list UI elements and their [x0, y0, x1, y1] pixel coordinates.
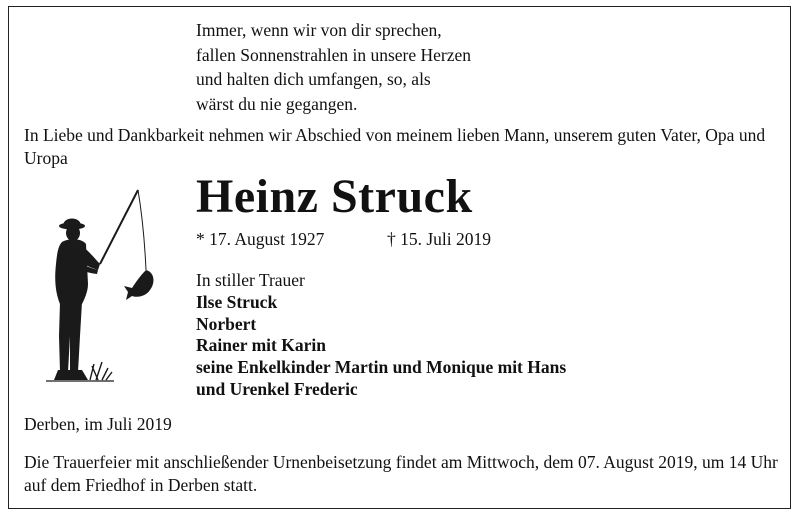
deceased-name: Heinz Struck	[196, 170, 473, 223]
poem	[196, 18, 471, 116]
mourners-list	[196, 270, 566, 401]
mourners-heading: In stiller Trauer	[196, 270, 305, 290]
poem-line: fallen Sonnenstrahlen in unsere Herzen	[196, 44, 472, 65]
mourner-name: und Urenkel Frederic	[196, 378, 358, 399]
mourner-name: seine Enkelkinder Martin und Monique mit Hans	[196, 357, 567, 378]
fisherman-silhouette-icon	[42, 186, 172, 386]
ceremony-info: Die Trauerfeier mit anschließender Urnenbeisetzung findet am Mittwoch, dem 07. August 2019, um 14 Uhr auf dem Friedhof in Derben statt.	[24, 452, 778, 495]
mourner-name: Ilse Struck	[196, 291, 278, 312]
intro-text: In Liebe und Dankbarkeit nehmen wir Abschied von meinem lieben Mann, unserem guten Vater, Opa und Uropa	[24, 125, 766, 168]
death-date: † 15. Juli 2019	[387, 229, 492, 249]
mourner-name: Norbert	[196, 313, 257, 334]
birth-date: * 17. August 1927	[196, 229, 325, 249]
poem-line: wärst du nie gegangen.	[196, 93, 358, 114]
place-date: Derben, im Juli 2019	[24, 414, 172, 434]
mourner-name: Rainer mit Karin	[196, 335, 326, 356]
poem-line: Immer, wenn wir von dir sprechen,	[196, 20, 442, 40]
poem-line: und halten dich umfangen, so, als	[196, 69, 431, 89]
